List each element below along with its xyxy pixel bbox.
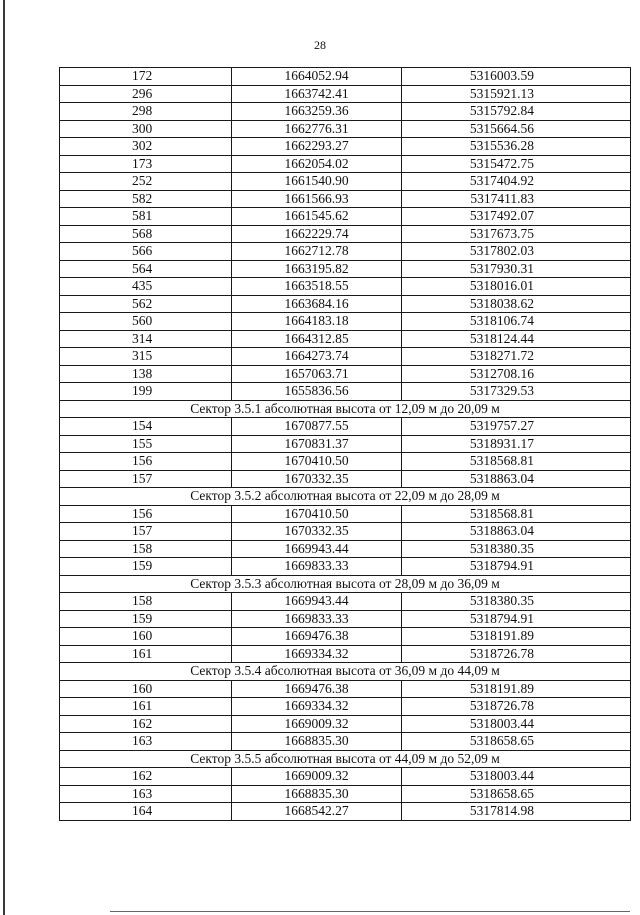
page-bottom-rule (110, 911, 630, 912)
x-coordinate-cell: 1669943.44 (232, 593, 402, 611)
point-number-cell: 156 (60, 505, 232, 523)
point-number-cell: 562 (60, 295, 232, 313)
y-coordinate-cell: 5315664.56 (402, 120, 631, 138)
table-row (60, 225, 631, 243)
x-coordinate-cell: 1664273.74 (232, 348, 402, 366)
y-coordinate-cell: 5317492.07 (402, 208, 631, 226)
point-number-cell: 568 (60, 225, 232, 243)
y-coordinate-cell: 5318271.72 (402, 348, 631, 366)
x-coordinate-cell: 1664183.18 (232, 313, 402, 331)
table-row (60, 680, 631, 698)
point-number-cell: 302 (60, 138, 232, 156)
x-coordinate-cell: 1670877.55 (232, 418, 402, 436)
y-coordinate-cell: 5317930.31 (402, 260, 631, 278)
table-row (60, 418, 631, 436)
section-title: Сектор 3.5.3 абсолютная высота от 28,09 м до 36,09 м (60, 575, 631, 593)
table-row (60, 768, 631, 786)
table-row (60, 733, 631, 751)
x-coordinate-cell: 1663518.55 (232, 278, 402, 296)
y-coordinate-cell: 5318726.78 (402, 645, 631, 663)
x-coordinate-cell: 1670831.37 (232, 435, 402, 453)
y-coordinate-cell: 5318191.89 (402, 628, 631, 646)
table-row (60, 173, 631, 191)
y-coordinate-cell: 5318003.44 (402, 768, 631, 786)
point-number-cell: 155 (60, 435, 232, 453)
y-coordinate-cell: 5318380.35 (402, 593, 631, 611)
point-number-cell: 173 (60, 155, 232, 173)
table-row (60, 243, 631, 261)
x-coordinate-cell: 1669334.32 (232, 698, 402, 716)
table-row (60, 278, 631, 296)
point-number-cell: 566 (60, 243, 232, 261)
table-row (60, 260, 631, 278)
x-coordinate-cell: 1663259.36 (232, 103, 402, 121)
table-row (60, 470, 631, 488)
y-coordinate-cell: 5318863.04 (402, 523, 631, 541)
y-coordinate-cell: 5315921.13 (402, 85, 631, 103)
y-coordinate-cell: 5315472.75 (402, 155, 631, 173)
point-number-cell: 159 (60, 558, 232, 576)
table-row (60, 698, 631, 716)
point-number-cell: 314 (60, 330, 232, 348)
y-coordinate-cell: 5317814.98 (402, 803, 631, 821)
point-number-cell: 199 (60, 383, 232, 401)
x-coordinate-cell: 1670332.35 (232, 470, 402, 488)
coordinates-table-body (60, 68, 631, 821)
y-coordinate-cell: 5318038.62 (402, 295, 631, 313)
point-number-cell: 160 (60, 680, 232, 698)
point-number-cell: 161 (60, 698, 232, 716)
y-coordinate-cell: 5317329.53 (402, 383, 631, 401)
y-coordinate-cell: 5318726.78 (402, 698, 631, 716)
point-number-cell: 161 (60, 645, 232, 663)
point-number-cell: 435 (60, 278, 232, 296)
table-row (60, 208, 631, 226)
table-row (60, 785, 631, 803)
scan-left-edge (3, 0, 5, 915)
x-coordinate-cell: 1655836.56 (232, 383, 402, 401)
x-coordinate-cell: 1668835.30 (232, 733, 402, 751)
y-coordinate-cell: 5317802.03 (402, 243, 631, 261)
table-row (60, 103, 631, 121)
y-coordinate-cell: 5315792.84 (402, 103, 631, 121)
table-row (60, 138, 631, 156)
y-coordinate-cell: 5318191.89 (402, 680, 631, 698)
section-header-row (60, 663, 631, 681)
section-title: Сектор 3.5.1 абсолютная высота от 12,09 м до 20,09 м (60, 400, 631, 418)
x-coordinate-cell: 1669476.38 (232, 628, 402, 646)
y-coordinate-cell: 5318794.91 (402, 558, 631, 576)
section-header-row (60, 488, 631, 506)
point-number-cell: 164 (60, 803, 232, 821)
table-row (60, 295, 631, 313)
y-coordinate-cell: 5318863.04 (402, 470, 631, 488)
x-coordinate-cell: 1669943.44 (232, 540, 402, 558)
y-coordinate-cell: 5317411.83 (402, 190, 631, 208)
x-coordinate-cell: 1662054.02 (232, 155, 402, 173)
table-row (60, 155, 631, 173)
table-row (60, 505, 631, 523)
x-coordinate-cell: 1669476.38 (232, 680, 402, 698)
point-number-cell: 138 (60, 365, 232, 383)
table-row (60, 120, 631, 138)
point-number-cell: 154 (60, 418, 232, 436)
table-row (60, 628, 631, 646)
x-coordinate-cell: 1663195.82 (232, 260, 402, 278)
x-coordinate-cell: 1657063.71 (232, 365, 402, 383)
x-coordinate-cell: 1664052.94 (232, 68, 402, 86)
y-coordinate-cell: 5318658.65 (402, 785, 631, 803)
table-row (60, 593, 631, 611)
y-coordinate-cell: 5318658.65 (402, 733, 631, 751)
x-coordinate-cell: 1670332.35 (232, 523, 402, 541)
y-coordinate-cell: 5318016.01 (402, 278, 631, 296)
x-coordinate-cell: 1662229.74 (232, 225, 402, 243)
x-coordinate-cell: 1663684.16 (232, 295, 402, 313)
section-title: Сектор 3.5.5 абсолютная высота от 44,09 м до 52,09 м (60, 750, 631, 768)
point-number-cell: 560 (60, 313, 232, 331)
table-row (60, 68, 631, 86)
table-row (60, 85, 631, 103)
page-number: 28 (314, 38, 326, 52)
table-row (60, 190, 631, 208)
y-coordinate-cell: 5318568.81 (402, 505, 631, 523)
y-coordinate-cell: 5317673.75 (402, 225, 631, 243)
x-coordinate-cell: 1669334.32 (232, 645, 402, 663)
x-coordinate-cell: 1661540.90 (232, 173, 402, 191)
point-number-cell: 156 (60, 453, 232, 471)
y-coordinate-cell: 5318003.44 (402, 715, 631, 733)
table-row (60, 645, 631, 663)
section-header-row (60, 575, 631, 593)
table-row (60, 803, 631, 821)
point-number-cell: 163 (60, 785, 232, 803)
point-number-cell: 564 (60, 260, 232, 278)
point-number-cell: 252 (60, 173, 232, 191)
x-coordinate-cell: 1669833.33 (232, 610, 402, 628)
y-coordinate-cell: 5318568.81 (402, 453, 631, 471)
table-row (60, 313, 631, 331)
table-row (60, 715, 631, 733)
x-coordinate-cell: 1669009.32 (232, 768, 402, 786)
y-coordinate-cell: 5317404.92 (402, 173, 631, 191)
y-coordinate-cell: 5319757.27 (402, 418, 631, 436)
x-coordinate-cell: 1669009.32 (232, 715, 402, 733)
section-header-row (60, 750, 631, 768)
table-row (60, 540, 631, 558)
table-row (60, 330, 631, 348)
x-coordinate-cell: 1661566.93 (232, 190, 402, 208)
point-number-cell: 162 (60, 715, 232, 733)
x-coordinate-cell: 1664312.85 (232, 330, 402, 348)
table-row (60, 435, 631, 453)
point-number-cell: 158 (60, 593, 232, 611)
point-number-cell: 296 (60, 85, 232, 103)
table-row (60, 610, 631, 628)
x-coordinate-cell: 1661545.62 (232, 208, 402, 226)
table-row (60, 523, 631, 541)
section-title: Сектор 3.5.4 абсолютная высота от 36,09 м до 44,09 м (60, 663, 631, 681)
x-coordinate-cell: 1662293.27 (232, 138, 402, 156)
section-title: Сектор 3.5.2 абсолютная высота от 22,09 м до 28,09 м (60, 488, 631, 506)
x-coordinate-cell: 1670410.50 (232, 505, 402, 523)
x-coordinate-cell: 1663742.41 (232, 85, 402, 103)
point-number-cell: 158 (60, 540, 232, 558)
x-coordinate-cell: 1668835.30 (232, 785, 402, 803)
y-coordinate-cell: 5318931.17 (402, 435, 631, 453)
y-coordinate-cell: 5318106.74 (402, 313, 631, 331)
point-number-cell: 157 (60, 523, 232, 541)
y-coordinate-cell: 5315536.28 (402, 138, 631, 156)
table-row (60, 348, 631, 366)
point-number-cell: 163 (60, 733, 232, 751)
x-coordinate-cell: 1662776.31 (232, 120, 402, 138)
y-coordinate-cell: 5318124.44 (402, 330, 631, 348)
point-number-cell: 162 (60, 768, 232, 786)
table-row (60, 558, 631, 576)
point-number-cell: 160 (60, 628, 232, 646)
y-coordinate-cell: 5318380.35 (402, 540, 631, 558)
point-number-cell: 300 (60, 120, 232, 138)
y-coordinate-cell: 5318794.91 (402, 610, 631, 628)
table-row (60, 365, 631, 383)
x-coordinate-cell: 1662712.78 (232, 243, 402, 261)
table-row (60, 453, 631, 471)
x-coordinate-cell: 1669833.33 (232, 558, 402, 576)
y-coordinate-cell: 5316003.59 (402, 68, 631, 86)
y-coordinate-cell: 5312708.16 (402, 365, 631, 383)
point-number-cell: 315 (60, 348, 232, 366)
x-coordinate-cell: 1668542.27 (232, 803, 402, 821)
x-coordinate-cell: 1670410.50 (232, 453, 402, 471)
point-number-cell: 298 (60, 103, 232, 121)
point-number-cell: 159 (60, 610, 232, 628)
point-number-cell: 157 (60, 470, 232, 488)
section-header-row (60, 400, 631, 418)
point-number-cell: 581 (60, 208, 232, 226)
point-number-cell: 172 (60, 68, 232, 86)
point-number-cell: 582 (60, 190, 232, 208)
coordinates-table (59, 67, 631, 821)
table-row (60, 383, 631, 401)
